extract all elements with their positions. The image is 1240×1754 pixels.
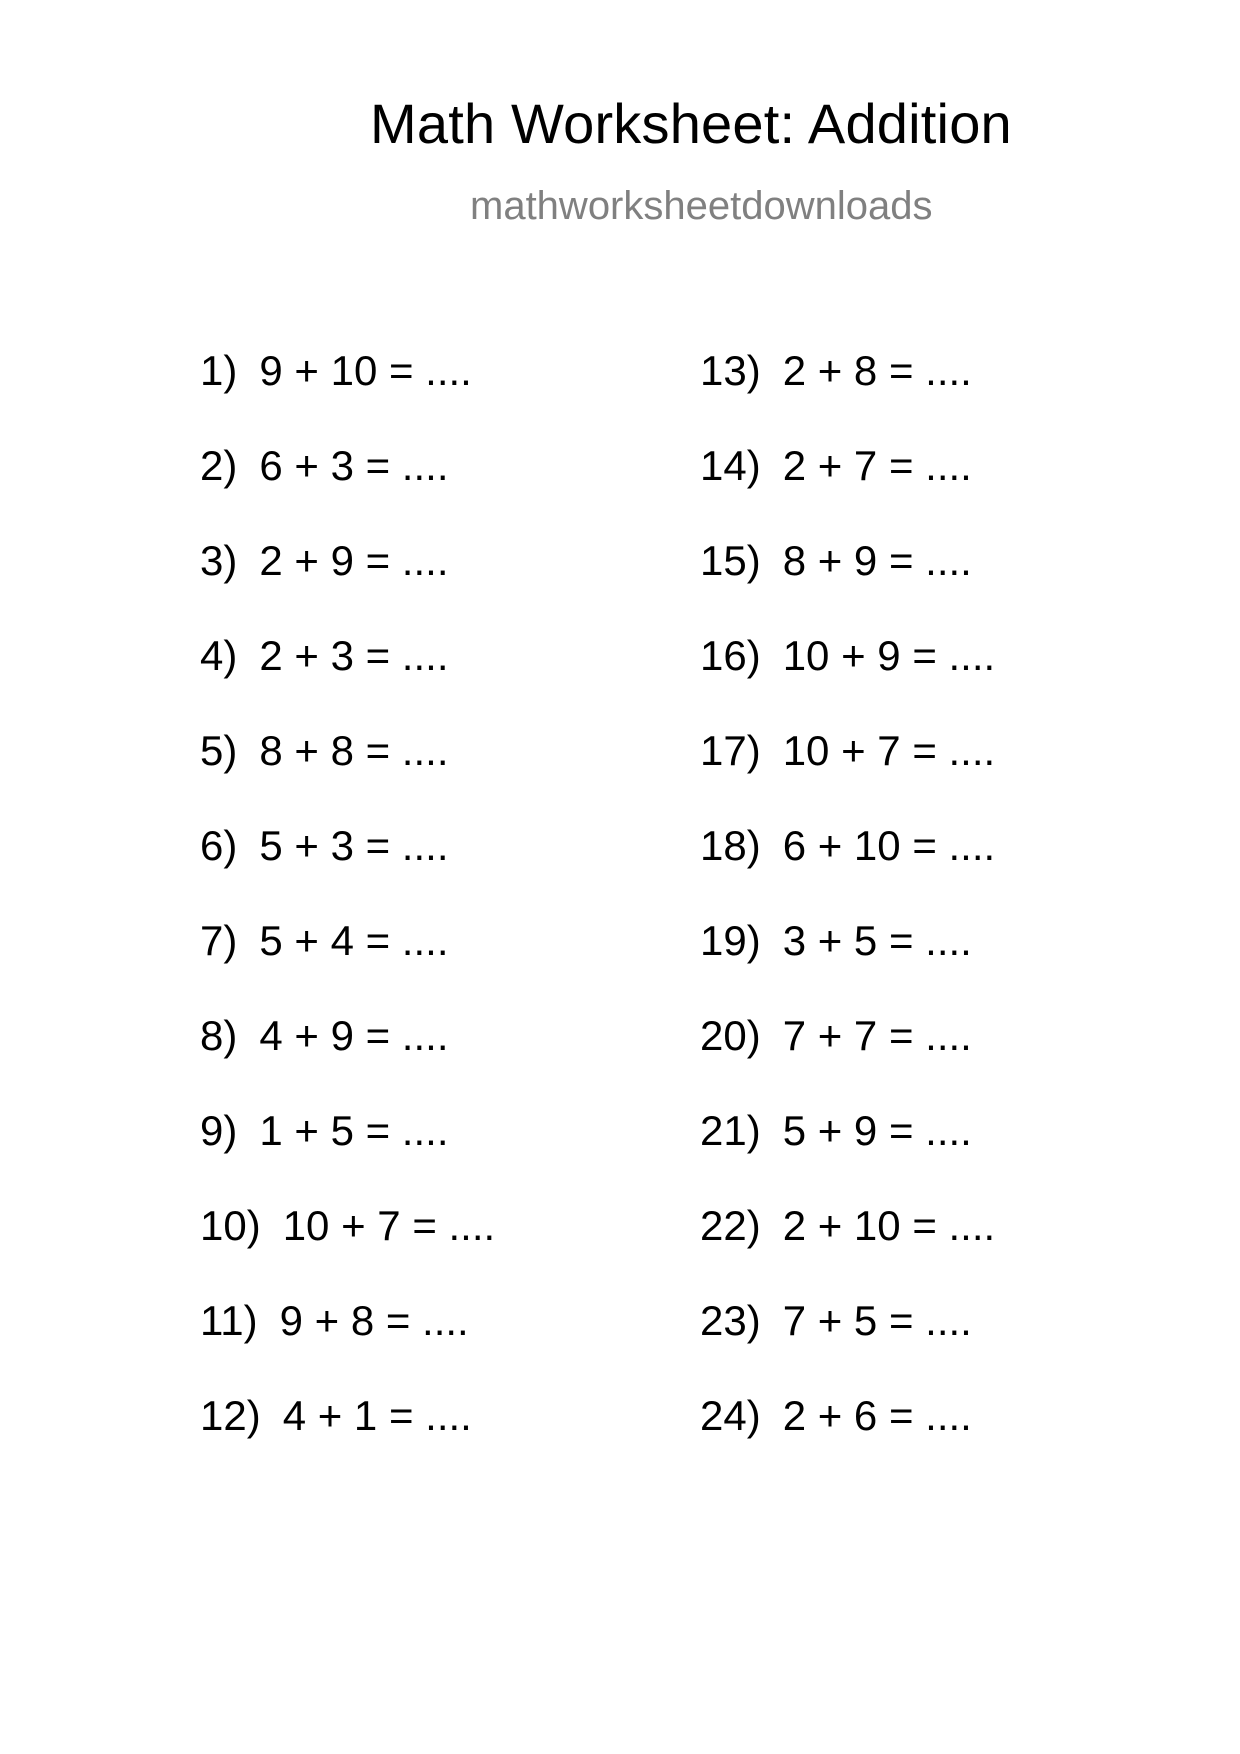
- problem-expression: 2 + 6 = ....: [782, 1392, 972, 1439]
- problem-column-left: [200, 347, 496, 1490]
- problem-item: [200, 1107, 495, 1205]
- problem-number: 6): [200, 822, 238, 869]
- problem-item: [200, 727, 495, 825]
- problem-number: 15): [700, 537, 761, 584]
- problem-item: [200, 1297, 495, 1395]
- problem-item: [700, 1012, 995, 1110]
- problem-item: [700, 537, 995, 635]
- problem-item: [700, 1202, 996, 1300]
- problem-item: [200, 822, 495, 920]
- problem-number: 7): [200, 917, 238, 964]
- page-title: Math Worksheet: Addition: [370, 92, 1012, 155]
- problem-item: [200, 1392, 495, 1490]
- problem-item: [200, 1202, 496, 1300]
- problem-item: [700, 822, 996, 920]
- problem-item: [700, 1392, 995, 1490]
- problem-expression: 1 + 5 = ....: [259, 1107, 449, 1154]
- problem-expression: 2 + 9 = ....: [259, 537, 449, 584]
- problem-item: [200, 1012, 495, 1110]
- problem-expression: 6 + 3 = ....: [259, 442, 449, 489]
- problem-expression: 8 + 8 = ....: [259, 727, 449, 774]
- problem-item: [200, 632, 495, 730]
- problem-number: 13): [700, 347, 761, 394]
- problem-number: 21): [700, 1107, 761, 1154]
- problem-expression: 9 + 8 = ....: [279, 1297, 469, 1344]
- problem-number: 1): [200, 347, 238, 394]
- problem-number: 24): [700, 1392, 761, 1439]
- problem-expression: 8 + 9 = ....: [782, 537, 972, 584]
- problem-expression: 4 + 9 = ....: [259, 1012, 449, 1059]
- problem-number: 9): [200, 1107, 238, 1154]
- problem-expression: 2 + 8 = ....: [782, 347, 972, 394]
- problem-number: 17): [700, 727, 761, 774]
- problem-expression: 5 + 3 = ....: [259, 822, 449, 869]
- problem-number: 23): [700, 1297, 761, 1344]
- problem-item: [700, 632, 996, 730]
- problem-item: [200, 917, 495, 1015]
- problem-expression: 2 + 10 = ....: [782, 1202, 996, 1249]
- problem-number: 16): [700, 632, 761, 679]
- problem-expression: 6 + 10 = ....: [782, 822, 996, 869]
- problem-number: 14): [700, 442, 761, 489]
- problem-item: [700, 347, 995, 445]
- problem-expression: 10 + 7 = ....: [282, 1202, 496, 1249]
- problem-number: 10): [200, 1202, 261, 1249]
- problem-expression: 5 + 4 = ....: [259, 917, 449, 964]
- page-subtitle: mathworksheetdownloads: [470, 184, 933, 228]
- problem-expression: 7 + 5 = ....: [782, 1297, 972, 1344]
- problem-number: 8): [200, 1012, 238, 1059]
- problem-expression: 9 + 10 = ....: [259, 347, 472, 394]
- problem-item: [700, 917, 995, 1015]
- problem-number: 20): [700, 1012, 761, 1059]
- problem-expression: 5 + 9 = ....: [782, 1107, 972, 1154]
- problem-item: [700, 1107, 995, 1205]
- problem-expression: 2 + 7 = ....: [782, 442, 972, 489]
- problem-number: 18): [700, 822, 761, 869]
- problem-expression: 10 + 7 = ....: [782, 727, 996, 774]
- problem-expression: 4 + 1 = ....: [282, 1392, 472, 1439]
- problem-number: 11): [200, 1297, 258, 1344]
- problem-item: [700, 442, 995, 540]
- problem-number: 19): [700, 917, 761, 964]
- problem-item: [200, 442, 495, 540]
- problem-column-right: [700, 347, 996, 1490]
- problem-item: [700, 1297, 995, 1395]
- problem-item: [200, 347, 495, 445]
- problem-number: 5): [200, 727, 238, 774]
- problem-expression: 3 + 5 = ....: [782, 917, 972, 964]
- problem-expression: 7 + 7 = ....: [782, 1012, 972, 1059]
- problem-number: 22): [700, 1202, 761, 1249]
- problem-expression: 2 + 3 = ....: [259, 632, 449, 679]
- problem-number: 4): [200, 632, 238, 679]
- problem-number: 12): [200, 1392, 261, 1439]
- problem-expression: 10 + 9 = ....: [782, 632, 996, 679]
- problem-item: [200, 537, 495, 635]
- problem-item: [700, 727, 996, 825]
- problem-number: 2): [200, 442, 238, 489]
- problem-number: 3): [200, 537, 238, 584]
